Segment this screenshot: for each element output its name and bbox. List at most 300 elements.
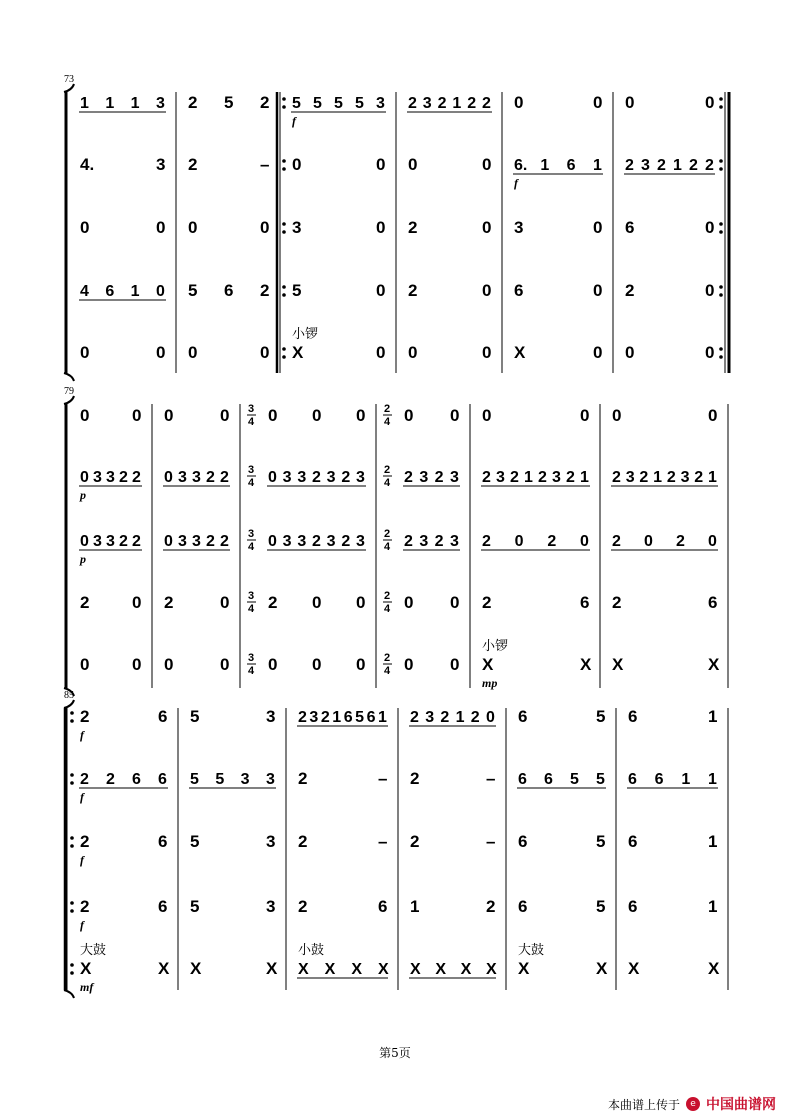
jianpu-note: 2 [612,533,621,550]
jianpu-note: 6 [366,709,376,726]
repeat-dot [719,159,723,163]
jianpu-note: 3 [93,533,102,550]
jianpu-note: 2 [268,593,278,612]
bracket-hook [64,990,74,998]
percussion-note: X [460,961,472,978]
jianpu-note: 2 [188,93,198,112]
dynamic-mark: f [80,790,84,804]
jianpu-note: 0 [356,655,366,674]
time-signature-top: 3 [248,590,255,602]
jianpu-note: 5 [190,897,200,916]
jianpu-note: 2 [220,533,229,550]
time-signature-bottom: 4 [384,603,391,615]
jianpu-note: 3 [106,469,115,486]
repeat-dot [70,773,74,777]
jianpu-note: 3 [422,95,432,112]
jianpu-note: 0 [705,93,715,112]
jianpu-note: 0 [644,533,653,550]
jianpu-note: 0 [408,155,418,174]
dynamic-mark: f [80,853,84,867]
jianpu-note: 6 [224,281,234,300]
time-signature-top: 3 [248,464,255,476]
jianpu-note: 1 [452,95,462,112]
jianpu-note: 1 [708,469,717,486]
jianpu-note: 6 [518,707,528,726]
repeat-dot [282,293,286,297]
dash: – [378,832,388,851]
jianpu-note: 2 [408,281,418,300]
jianpu-note: 0 [188,218,198,237]
percussion-note: X [612,655,624,674]
jianpu-note: 2 [410,769,420,788]
jianpu-note: 1 [708,832,718,851]
jianpu-note: 2 [260,281,270,300]
percussion-note: X [518,959,530,978]
jianpu-note: 3 [496,469,505,486]
jianpu-note: 1 [378,709,387,726]
jianpu-note: 1 [540,157,550,174]
jianpu-note: 6 [580,593,590,612]
jianpu-note: 0 [580,406,590,425]
jianpu-note: 1 [580,469,589,486]
percussion-note: X [351,961,363,978]
jianpu-note: 6 [518,897,528,916]
jianpu-note: 3 [625,469,635,486]
percussion-note: X [410,961,421,978]
jianpu-note: 3 [240,771,250,788]
jianpu-note: 0 [132,593,142,612]
jianpu-note: 2 [132,533,141,550]
jianpu-note: 2 [119,533,128,550]
percussion-note: X [580,655,592,674]
jianpu-note: 0 [514,93,524,112]
repeat-dot [282,230,286,234]
jianpu-note: 2 [625,157,634,174]
percussion-note: X [596,959,608,978]
jianpu-note: 0 [268,469,277,486]
repeat-dot [719,285,723,289]
jianpu-note: 2 [80,771,89,788]
time-signature-bottom: 4 [248,416,255,428]
jianpu-note: 5 [224,93,234,112]
percussion-note: X [80,959,92,978]
jianpu-note: 3 [156,95,165,112]
jianpu-note: 2 [298,832,308,851]
jianpu-note: 5 [292,281,302,300]
jianpu-note: 1 [708,897,718,916]
jianpu-note: 0 [156,343,166,362]
jianpu-note: 5 [596,771,605,788]
jianpu-note: 3 [309,709,319,726]
jianpu-note: 5 [188,281,198,300]
jianpu-note: 0 [164,533,173,550]
dynamic-mark: f [80,728,84,742]
jianpu-note: 2 [404,469,413,486]
repeat-dot [719,222,723,226]
bracket-hook [64,84,74,92]
jianpu-note: 2 [80,593,90,612]
jianpu-note: 3 [356,533,365,550]
jianpu-note: 0 [625,93,635,112]
jianpu-note: 6 [654,771,664,788]
jianpu-note: 0 [312,406,322,425]
jianpu-note: 6 [378,897,388,916]
jianpu-note: 6 [628,897,638,916]
jianpu-note: 2 [434,469,444,486]
time-signature-top: 2 [384,464,391,476]
jianpu-note: 2 [341,469,351,486]
jianpu-note: 2 [80,707,90,726]
percussion-note: X [435,961,447,978]
repeat-dot [70,719,74,723]
jianpu-note: 2 [298,709,307,726]
jianpu-note: 0 [80,343,90,362]
jianpu-note: 0 [482,343,492,362]
jianpu-note: 0 [220,593,230,612]
percussion-note: X [158,959,170,978]
repeat-dot [70,901,74,905]
jianpu-note: 0 [164,406,174,425]
footer-prefix: 本曲谱上传于 [607,1097,680,1112]
jianpu-note: 2 [408,95,417,112]
jianpu-note: 3 [282,469,292,486]
jianpu-note: 0 [593,343,603,362]
jianpu-note: 0 [260,343,270,362]
repeat-dot [70,781,74,785]
jianpu-note: 2 [482,533,491,550]
jianpu-note: 0 [356,406,366,425]
jianpu-note: 0 [376,155,386,174]
jianpu-note: 2 [470,709,480,726]
dynamic-mark: f [514,176,518,190]
jianpu-note: 0 [164,655,174,674]
jianpu-note: 2 [639,469,649,486]
measure-number: 79 [64,386,74,397]
jianpu-note: 1 [524,469,533,486]
jianpu-note: 3 [156,155,166,174]
jianpu-note: 0 [482,406,492,425]
jianpu-note: 2 [676,533,685,550]
jianpu-note: 6 [158,832,168,851]
jianpu-note: 5 [596,707,606,726]
jianpu-note: 0 [708,533,717,550]
jianpu-note: 0 [514,533,524,550]
jianpu-note: 5 [190,771,199,788]
percussion-note: X [708,655,720,674]
jianpu-note: 6 [628,771,637,788]
jianpu-note: 3 [641,157,650,174]
percussion-note: X [708,959,720,978]
jianpu-note: 3 [297,469,307,486]
jianpu-note: 5 [334,95,343,112]
percussion-note: X [486,961,497,978]
jianpu-note: 3 [178,469,187,486]
jianpu-note: 0 [268,655,278,674]
percussion-note: X [324,961,336,978]
jianpu-note: 0 [408,343,418,362]
jianpu-note: 2 [206,469,215,486]
jianpu-note: 3 [425,709,435,726]
jianpu-note: 2 [80,832,90,851]
jianpu-note: 3 [266,771,275,788]
jianpu-note: 0 [376,343,386,362]
time-signature-top: 2 [384,590,391,602]
measure-number: 85 [64,690,74,701]
jianpu-note: 3 [266,707,276,726]
jianpu-note: 3 [552,469,561,486]
jianpu-note: 6 [628,707,638,726]
site-logo-icon: e [686,1097,700,1111]
jianpu-note: 5 [570,771,579,788]
jianpu-note: 1 [130,283,140,300]
jianpu-note: 2 [106,771,115,788]
repeat-dot [282,222,286,226]
jianpu-note: 2 [666,469,676,486]
jianpu-note: 5 [215,771,225,788]
jianpu-note: 0 [482,281,492,300]
jianpu-note: 0 [580,533,589,550]
instrument-label: 大鼓 [518,943,545,958]
jianpu-note: 5 [190,707,200,726]
jianpu-note: 2 [482,95,491,112]
jianpu-note: 5 [596,832,606,851]
jianpu-note: 2 [408,218,418,237]
jianpu-note: 2 [298,897,308,916]
jianpu-note: 0 [312,593,322,612]
jianpu-note: 2 [440,709,450,726]
jianpu-note: 0 [156,218,166,237]
repeat-dot [70,963,74,967]
jianpu-note: 0 [220,406,230,425]
jianpu-note: 0 [80,406,90,425]
footer-credit [608,1094,776,1114]
time-signature-bottom: 4 [384,665,391,677]
jianpu-note: 3 [297,533,307,550]
percussion-note: X [298,961,309,978]
jianpu-note: 2 [132,469,141,486]
jianpu-note: 0 [132,655,142,674]
jianpu-note: 2 [164,593,174,612]
bracket-hook [64,373,74,381]
instrument-label: 小锣 [482,639,509,654]
dash: – [260,155,270,174]
jianpu-note: 6 [518,771,527,788]
dynamic-mark: mp [482,676,498,690]
jianpu-note: 2 [566,469,575,486]
jianpu-note: 6 [708,593,718,612]
jianpu-note: 0 [705,281,715,300]
jianpu-note: 2 [625,281,635,300]
bracket-hook [64,700,74,708]
repeat-dot [282,167,286,171]
jianpu-note: 6 [158,707,168,726]
jianpu-note: 2 [547,533,557,550]
jianpu-note: 1 [410,897,420,916]
jianpu-note: 2 [612,593,622,612]
jianpu-note: 0 [268,533,277,550]
measure-number: 73 [64,74,74,85]
time-signature-bottom: 4 [248,541,255,553]
jianpu-note: 0 [376,218,386,237]
jianpu-note: 1 [455,709,465,726]
repeat-dot [70,844,74,848]
jianpu-note: 6 [132,771,141,788]
jianpu-note: 3 [93,469,102,486]
time-signature-bottom: 4 [248,603,255,615]
jianpu-note: 6 [625,218,635,237]
jianpu-note: 0 [593,218,603,237]
jianpu-note: 0 [80,533,89,550]
jianpu-note: 0 [486,709,495,726]
jianpu-note: 1 [653,469,663,486]
jianpu-note: 1 [80,95,89,112]
jianpu-note: 2 [404,533,413,550]
jianpu-note: 2 [612,469,621,486]
jianpu-note: 4 [80,283,89,300]
percussion-note: X [190,959,202,978]
jianpu-note: 6. [514,157,528,174]
jianpu-note: 0 [450,593,460,612]
jianpu-note: 3 [266,897,276,916]
dynamic-mark: f [80,918,84,932]
jianpu-note: 5 [355,95,364,112]
percussion-note: X [628,959,640,978]
time-signature-top: 3 [248,528,255,540]
jianpu-note: 5 [190,832,200,851]
jianpu-note: 3 [376,95,385,112]
jianpu-note: 0 [705,218,715,237]
percussion-note: X [514,343,526,362]
jianpu-note: 2 [260,93,270,112]
jianpu-note: 2 [341,533,351,550]
jianpu-note: 2 [705,157,714,174]
time-signature-bottom: 4 [384,541,391,553]
jianpu-note: 3 [292,218,302,237]
repeat-dot [719,167,723,171]
jianpu-note: 0 [80,218,90,237]
dynamic-mark: f [292,114,296,128]
jianpu-note: 2 [510,469,519,486]
jianpu-note: 2 [410,709,419,726]
percussion-note: X [266,959,278,978]
jianpu-note: 2 [437,95,447,112]
repeat-dot [70,711,74,715]
instrument-label: 小鼓 [298,943,325,958]
jianpu-note: 5 [313,95,322,112]
jianpu-note: 2 [320,709,330,726]
jianpu-note: 0 [593,93,603,112]
jianpu-note: 6 [105,283,115,300]
time-signature-top: 3 [248,403,255,415]
jianpu-note: 2 [689,157,698,174]
repeat-dot [719,97,723,101]
jianpu-note: 3 [282,533,292,550]
jianpu-note: 1 [708,707,718,726]
jianpu-note: 3 [192,469,201,486]
jianpu-note: 3 [514,218,524,237]
jianpu-note: 6 [566,157,576,174]
repeat-dot [282,97,286,101]
jianpu-note: 0 [708,406,718,425]
jianpu-note: 1 [673,157,682,174]
jianpu-note: 0 [312,655,322,674]
jianpu-note: 2 [80,897,90,916]
jianpu-note: 2 [206,533,215,550]
jianpu-note: 1 [332,709,342,726]
jianpu-note: 0 [156,283,165,300]
jianpu-note: 0 [132,406,142,425]
dynamic-mark: p [80,488,86,502]
jianpu-note: 6 [514,281,524,300]
jianpu-note: 2 [486,897,496,916]
percussion-note: X [292,343,304,362]
jianpu-note: 2 [434,533,444,550]
jianpu-note: 3 [106,533,115,550]
dynamic-mark: p [80,552,86,566]
jianpu-note: 5 [292,95,301,112]
jianpu-note: 2 [298,769,308,788]
jianpu-note: 0 [220,655,230,674]
repeat-dot [282,159,286,163]
jianpu-note: 0 [376,281,386,300]
jianpu-note: 1 [130,95,140,112]
jianpu-note: 0 [260,218,270,237]
jianpu-note: 1 [105,95,115,112]
jianpu-note: 0 [80,655,90,674]
jianpu-note: 3 [680,469,690,486]
percussion-note: X [482,655,494,674]
jianpu-note: 2 [410,832,420,851]
time-signature-bottom: 4 [248,665,255,677]
jianpu-note: 0 [482,218,492,237]
bracket-hook [64,396,74,404]
jianpu-note: 0 [450,406,460,425]
repeat-dot [719,355,723,359]
repeat-dot [719,230,723,234]
jianpu-note: 1 [593,157,602,174]
jianpu-note: 6 [544,771,553,788]
jianpu-note: 0 [80,469,89,486]
jianpu-note: 6 [158,771,167,788]
jianpu-note: 2 [657,157,666,174]
jianpu-note: 0 [268,406,278,425]
jianpu-note: 0 [404,406,414,425]
time-signature-bottom: 4 [384,416,391,428]
repeat-dot [719,105,723,109]
jianpu-note: 0 [404,655,414,674]
jianpu-note: 3 [419,533,429,550]
page-number: 第5页 [379,1046,411,1060]
repeat-dot [282,105,286,109]
instrument-label: 小锣 [292,327,319,342]
jianpu-note: 3 [419,469,429,486]
jianpu-note: 0 [612,406,622,425]
jianpu-note: 0 [356,593,366,612]
time-signature-bottom: 4 [384,477,391,489]
jianpu-note: 6 [343,709,353,726]
time-signature-top: 2 [384,652,391,664]
repeat-dot [719,293,723,297]
jianpu-note: 2 [188,155,198,174]
jianpu-note: 4. [80,155,95,174]
dash: – [378,769,388,788]
jianpu-note: 6 [518,832,528,851]
jianpu-note: 5 [596,897,606,916]
repeat-dot [282,285,286,289]
jianpu-note: 2 [482,593,492,612]
site-logo[interactable]: 中国曲谱网 [706,1097,776,1113]
jianpu-note: 2 [119,469,128,486]
